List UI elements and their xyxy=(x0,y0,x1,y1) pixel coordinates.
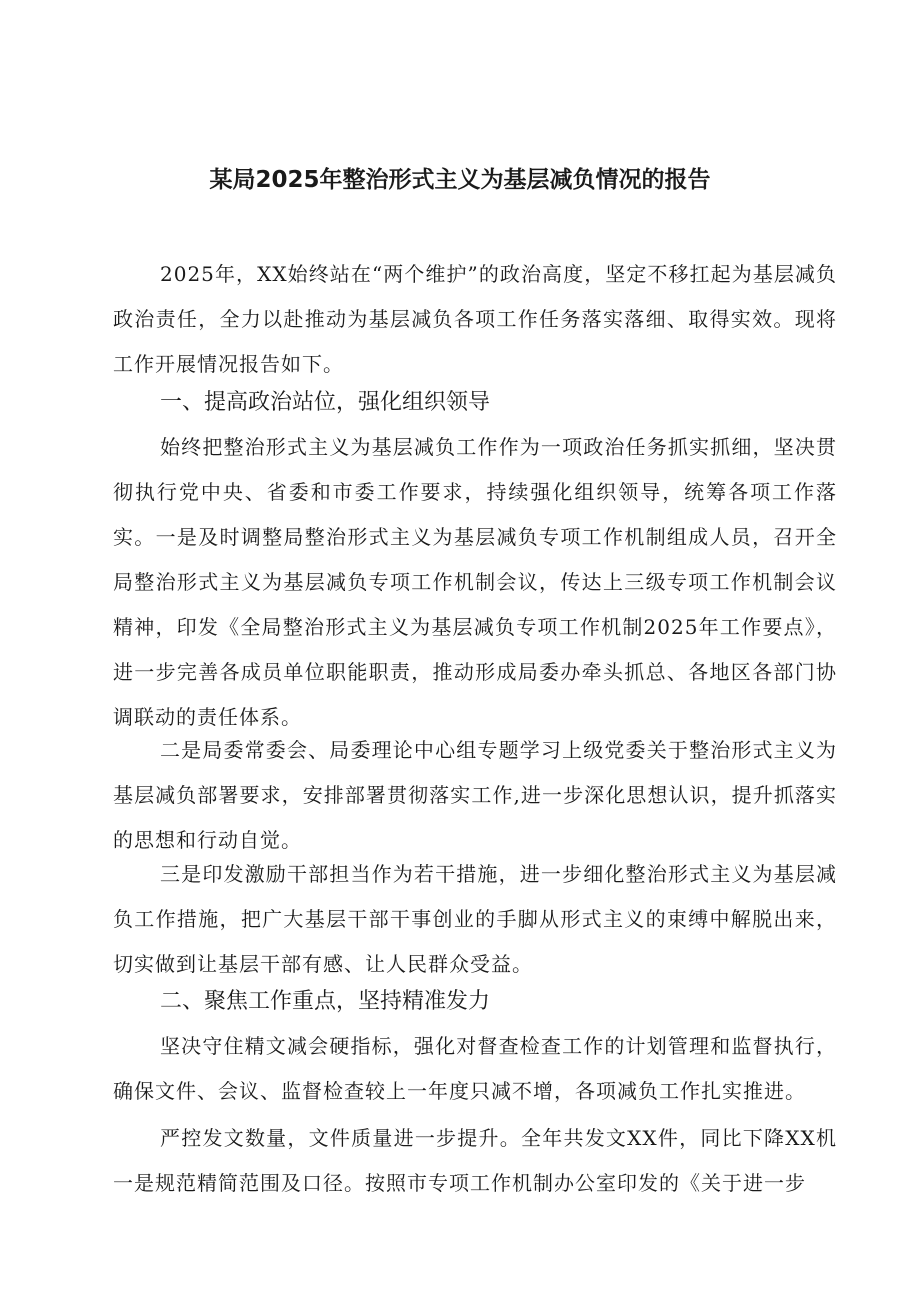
section2-paragraph-2: 严控发文数量，文件质量进一步提升。全年共发文XX件，同比下降XX机一是规范精简范围及口径。按照市专项工作机制办公室印发的《关于进一步 xyxy=(113,1126,837,1195)
section2-paragraph-1: 坚决守住精文减会硬指标，强化对督查检查工作的计划管理和监督执行，确保文件、会议、监督检查较上一年度只减不增，各项减负工作扎实推进。 xyxy=(113,1034,837,1103)
section-heading-2: 二、聚焦工作重点，坚持精准发力 xyxy=(160,989,491,1014)
section1-paragraph-2: 二是局委常委会、局委理论中心组专题学习上级党委关于整治形式主义为基层减负部署要求，安排部署贯彻落实工作,进一步深化思想认识，提升抓落实的思想和行动自觉。 xyxy=(113,738,837,852)
section1-paragraph-3: 三是印发激励干部担当作为若干措施，进一步细化整治形式主义为基层减负工作措施，把广大基层干部干事创业的手脚从形式主义的束缚中解脱出来，切实做到让基层干部有感、让人民群众受益。 xyxy=(113,862,837,976)
document-title: 某局2025年整治形式主义为基层减负情况的报告 xyxy=(209,167,711,193)
section-heading-1: 一、提高政治站位，强化组织领导 xyxy=(160,390,491,415)
intro-paragraph: 2025年，XX始终站在“两个维护”的政治高度，坚定不移扛起为基层减负政治责任，全力以赴推动为基层减负各项工作任务落实落细、取得实效。现将工作开展情况报告如下。 xyxy=(113,262,837,376)
section1-paragraph-1: 始终把整治形式主义为基层减负工作作为一项政治任务抓实抓细，坚决贯彻执行党中央、省委和市委工作要求，持续强化组织领导，统筹各项工作落实。一是及时调整局整治形式主义为基层减负专项工作机制组成人员，召开全局整治形式主义为基层减负专项工作机制会议，传达上三级专项工作机制会议精神，印发《全局整治形式主义为基层减负专项工作机制2025年工作要点》，进一步完善各成员单位职能职责，推动形成局委办牵头抓总、各地区各部门协调联动的责任体系。 xyxy=(113,435,837,729)
